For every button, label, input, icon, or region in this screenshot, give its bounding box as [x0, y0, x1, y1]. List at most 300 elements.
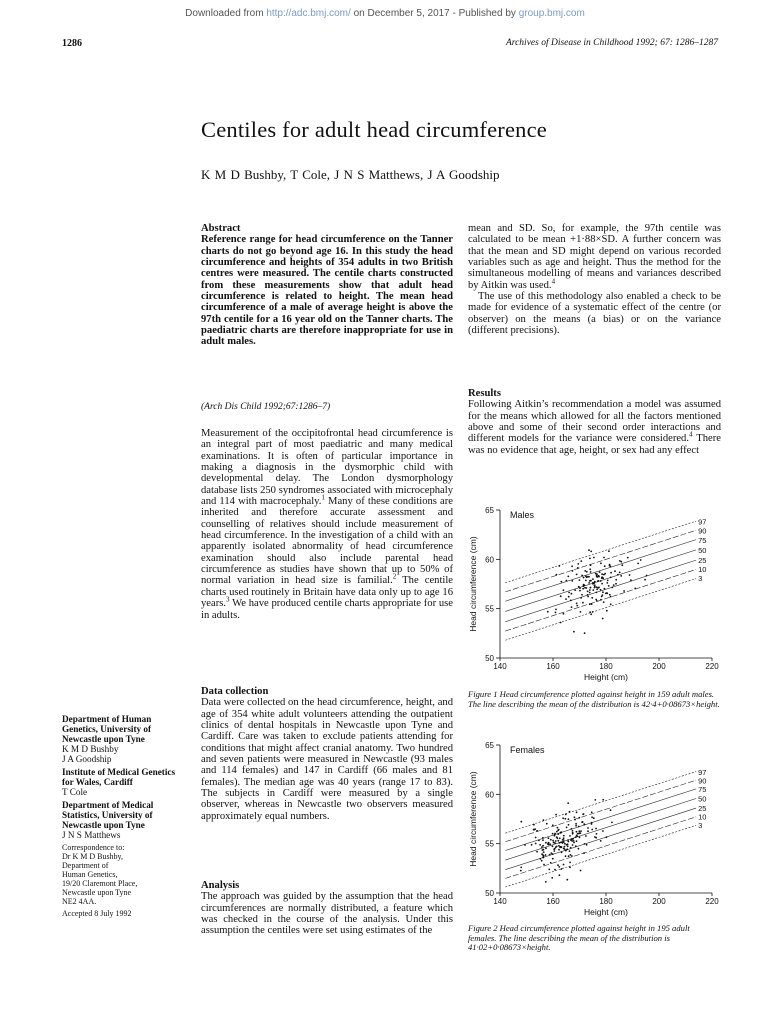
data-point	[606, 592, 608, 594]
data-point	[589, 568, 591, 570]
data-point	[539, 858, 541, 860]
journal-reference: Archives of Disease in Childhood 1992; 67: 1286–1287	[505, 38, 718, 48]
data-point	[610, 596, 612, 598]
data-point	[600, 562, 602, 564]
centile-line-90	[505, 780, 696, 842]
data-point	[621, 564, 623, 566]
data-point	[602, 799, 604, 801]
ref-2[interactable]: 2	[392, 572, 397, 581]
data-point	[580, 870, 582, 872]
data-point	[580, 560, 582, 562]
data-point	[581, 575, 583, 577]
data-point	[582, 821, 584, 823]
data-point	[569, 850, 571, 852]
data-point	[552, 824, 554, 826]
data-point	[584, 843, 586, 845]
data-point	[640, 559, 642, 561]
data-point	[557, 833, 559, 835]
data-point	[613, 584, 615, 586]
data-point	[587, 596, 589, 598]
data-point	[597, 580, 599, 582]
x-tick-label: 160	[546, 897, 560, 906]
accepted-date: Accepted 8 July 1992	[62, 909, 132, 918]
data-point	[602, 618, 604, 620]
affiliation-names-1a: K M D Bushby	[62, 744, 119, 754]
data-collection-section	[201, 686, 453, 822]
data-point	[570, 600, 572, 602]
data-point	[542, 845, 544, 847]
data-point	[556, 846, 558, 848]
data-point	[552, 833, 554, 835]
data-point	[539, 844, 541, 846]
data-point	[586, 587, 588, 589]
data-point	[590, 564, 592, 566]
data-point	[543, 864, 545, 866]
data-point	[601, 583, 603, 585]
data-point	[558, 829, 560, 831]
data-point	[579, 579, 581, 581]
data-point	[583, 852, 585, 854]
data-point	[590, 613, 592, 615]
data-point	[590, 580, 592, 582]
analysis-heading: Analysis	[201, 880, 240, 891]
data-point	[557, 864, 559, 866]
data-point	[637, 563, 639, 565]
data-point	[558, 866, 560, 868]
data-point	[602, 830, 604, 832]
data-point	[552, 840, 554, 842]
data-point	[577, 567, 579, 569]
data-point	[524, 844, 526, 846]
data-point	[619, 560, 621, 562]
data-point	[578, 586, 580, 588]
affiliation-dept-3: Department of Medical Statistics, University of Newcastle upon Tyne	[62, 800, 154, 830]
data-point	[561, 868, 563, 870]
x-tick-label: 220	[705, 662, 719, 671]
centile-line-25	[505, 808, 696, 870]
correspondence-line-3: Department of	[62, 861, 109, 870]
data-point	[594, 584, 596, 586]
correspondence-line-6: Newcastle upon Tyne	[62, 888, 132, 897]
data-point	[569, 811, 571, 813]
centile-label-3: 3	[698, 820, 703, 830]
affiliation-names-3: J N S Matthews	[62, 830, 121, 840]
data-point	[582, 588, 584, 590]
correspondence-line-1: Correspondence to:	[62, 843, 125, 852]
data-point	[520, 867, 522, 869]
data-point	[587, 830, 589, 832]
data-point	[582, 813, 584, 815]
data-point	[584, 632, 586, 634]
y-tick-label: 60	[485, 555, 494, 565]
chart-title: Females	[510, 745, 545, 755]
data-point	[614, 570, 616, 572]
y-axis-label: Head circumference (cm)	[468, 771, 478, 867]
data-point	[571, 565, 573, 567]
y-axis-label: Head circumference (cm)	[468, 536, 478, 632]
chart-title: Males	[510, 510, 535, 520]
data-point	[556, 574, 558, 576]
data-point	[577, 833, 579, 835]
data-point	[571, 580, 573, 582]
data-point	[591, 816, 593, 818]
data-point	[542, 837, 544, 839]
data-point	[606, 582, 608, 584]
intro-text-3: The centile charts used routinely in Britain have data only up to age 16 years.	[201, 575, 453, 610]
data-point	[599, 571, 601, 573]
x-tick-label: 140	[493, 662, 507, 671]
data-point	[576, 603, 578, 605]
data-point	[545, 881, 547, 883]
data-point	[596, 575, 598, 577]
figure-2-caption: Figure 2 Head circumference plotted against height in 195 adult females. The line describing the mean of the distribution is 41·02+0·08673×height.	[468, 923, 690, 953]
data-point	[558, 845, 560, 847]
data-point	[629, 574, 631, 576]
ref-4[interactable]: 4	[551, 277, 556, 286]
centile-label-50: 50	[698, 545, 707, 555]
data-point	[600, 840, 602, 842]
data-point	[571, 838, 573, 840]
data-point	[560, 622, 562, 624]
data-point	[555, 840, 557, 842]
data-point	[590, 571, 592, 573]
download-url-link[interactable]: http://adc.bmj.com/	[266, 8, 351, 19]
data-point	[592, 589, 594, 591]
intro-paragraph	[201, 428, 453, 621]
data-point	[557, 827, 559, 829]
data-point	[548, 844, 550, 846]
data-point	[604, 565, 606, 567]
x-axis-label: Height (cm)	[584, 672, 628, 682]
data-point	[576, 831, 578, 833]
data-point	[593, 817, 595, 819]
page-number: 1286	[62, 38, 82, 49]
data-point	[573, 631, 575, 633]
centile-line-25	[505, 560, 696, 622]
data-point	[583, 585, 585, 587]
data-point	[554, 833, 556, 835]
data-point	[543, 819, 545, 821]
data-point	[564, 818, 566, 820]
data-point	[579, 837, 581, 839]
data-point	[580, 611, 582, 613]
data-point	[573, 842, 575, 844]
data-point	[567, 841, 569, 843]
data-point	[535, 843, 537, 845]
y-tick-label: 55	[485, 839, 494, 849]
data-point	[549, 854, 551, 856]
data-point	[602, 594, 604, 596]
data-point	[575, 823, 577, 825]
data-point	[610, 809, 612, 811]
data-point	[545, 854, 547, 856]
data-point	[580, 830, 582, 832]
data-point	[557, 840, 559, 842]
centile-label-90: 90	[698, 526, 707, 536]
affiliation-names-2: T Cole	[62, 787, 88, 797]
data-point	[606, 836, 608, 838]
centile-label-10: 10	[698, 565, 707, 575]
data-point	[610, 577, 612, 579]
data-point	[541, 853, 543, 855]
data-point	[553, 850, 555, 852]
data-point	[592, 611, 594, 613]
data-point	[576, 835, 578, 837]
data-point	[590, 551, 592, 553]
methods-text-1: mean and SD. So, for example, the 97th centile was calculated to be mean +1·88×SD. A further concern was that the mean and SD might depend on various recorded variables such as age and height. Thus the method for the simultaneous modelling of means and variances described by Aitkin was used.	[468, 223, 721, 291]
data-point	[553, 842, 555, 844]
data-point	[589, 589, 591, 591]
data-point	[575, 845, 577, 847]
data-point	[609, 564, 611, 566]
data-point	[559, 837, 561, 839]
data-point	[596, 833, 598, 835]
intro-text-4: We have produced centile charts appropriate for use in adults.	[201, 598, 453, 621]
data-point	[568, 824, 570, 826]
data-point	[538, 840, 540, 842]
data-point	[581, 594, 583, 596]
data-point	[542, 849, 544, 851]
data-point	[549, 843, 551, 845]
results-heading: Results	[468, 388, 501, 399]
abstract-section	[201, 223, 453, 348]
data-point	[563, 848, 565, 850]
y-tick-label: 55	[485, 604, 494, 614]
data-point	[588, 582, 590, 584]
data-point	[558, 849, 560, 851]
download-banner	[0, 8, 770, 19]
x-tick-label: 140	[493, 897, 507, 906]
data-point	[552, 853, 554, 855]
data-point	[571, 593, 573, 595]
data-point	[568, 596, 570, 598]
data-point	[588, 549, 590, 551]
data-point	[563, 864, 565, 866]
data-point	[594, 836, 596, 838]
data-point	[610, 572, 612, 574]
data-point	[573, 840, 575, 842]
data-point	[596, 592, 598, 594]
data-point	[589, 611, 591, 613]
x-tick-label: 160	[546, 662, 560, 671]
data-point	[644, 579, 646, 581]
data-point	[565, 850, 567, 852]
data-point	[578, 848, 580, 850]
data-point	[565, 598, 567, 600]
data-point	[560, 595, 562, 597]
download-site-link[interactable]: group.bmj.com	[518, 8, 585, 19]
article-authors: K M D Bushby, T Cole, J N S Matthews, J A Goodship	[201, 167, 500, 182]
data-point	[546, 823, 548, 825]
data-point	[565, 855, 567, 857]
data-point	[566, 580, 568, 582]
data-point	[630, 579, 632, 581]
data-point	[593, 557, 595, 559]
data-point	[548, 869, 550, 871]
data-point	[609, 594, 611, 596]
data-point	[607, 580, 609, 582]
data-point	[610, 603, 612, 605]
data-point	[615, 579, 617, 581]
data-point	[564, 846, 566, 848]
data-point	[592, 578, 594, 580]
data-point	[566, 844, 568, 846]
data-point	[580, 597, 582, 599]
y-tick-label: 65	[485, 506, 494, 515]
data-point	[606, 610, 608, 612]
data-point	[571, 828, 573, 830]
centile-label-50: 50	[698, 794, 707, 804]
data-point	[563, 589, 565, 591]
methods-continued	[468, 223, 721, 336]
data-point	[576, 811, 578, 813]
data-point	[610, 566, 612, 568]
data-point	[565, 814, 567, 816]
figure-1-chart	[460, 500, 730, 688]
data-point	[574, 589, 576, 591]
data-point	[557, 837, 559, 839]
data-point	[586, 571, 588, 573]
abstract-heading: Abstract	[201, 223, 241, 234]
centile-label-25: 25	[698, 555, 707, 565]
data-point	[595, 573, 597, 575]
x-tick-label: 220	[705, 897, 719, 906]
centile-line-90	[505, 530, 696, 592]
data-point	[583, 577, 585, 579]
data-point	[560, 846, 562, 848]
data-point	[572, 830, 574, 832]
data-point	[568, 592, 570, 594]
data-point	[555, 612, 557, 614]
data-point	[579, 587, 581, 589]
centile-line-97	[505, 521, 696, 583]
data-point	[601, 573, 603, 575]
data-point	[603, 557, 605, 559]
data-point	[560, 831, 562, 833]
download-middle: on December 5, 2017 - Published by	[350, 8, 519, 19]
data-point	[575, 836, 577, 838]
data-point	[627, 557, 629, 559]
x-tick-label: 180	[599, 897, 613, 906]
data-point	[520, 821, 522, 823]
data-point	[617, 574, 619, 576]
analysis-section	[201, 880, 453, 937]
affiliations-sidebar	[62, 714, 187, 918]
data-point	[595, 828, 597, 830]
data-point	[620, 575, 622, 577]
data-point	[592, 582, 594, 584]
data-point	[568, 855, 570, 857]
data-point	[608, 550, 610, 552]
data-point	[608, 585, 610, 587]
abstract-text: Reference range for head circumference on the Tanner charts do not go beyond age 16. In this study the head circumference and heights of 354 adults in two British centres were measured. The centile charts constructed from these measurements show that adult head circumference is related to height. The mean head circumference of a male of average height is above the 97th centile for a 16 year old on the Tanner charts. The paediatric charts are therefore inappropriate for use in adult males.	[201, 234, 453, 348]
data-point	[584, 824, 586, 826]
affiliation-dept-1: Department of Human Genetics, University of Newcastle upon Tyne	[62, 714, 152, 744]
data-point	[520, 870, 522, 872]
data-point	[603, 601, 605, 603]
data-point	[543, 851, 545, 853]
data-point	[580, 832, 582, 834]
data-point	[563, 837, 565, 839]
data-point	[585, 580, 587, 582]
figure-1-caption: Figure 1 Head circumference plotted against height in 159 adult males. The line describing the mean of the distribution is 42·4+0·08673×height.	[468, 689, 720, 709]
data-point	[567, 845, 569, 847]
y-tick-label: 60	[485, 790, 494, 800]
data-point	[619, 572, 621, 574]
data-point	[591, 811, 593, 813]
affiliation-dept-2: Institute of Medical Genetics for Wales, Cardiff	[62, 767, 176, 787]
data-point	[569, 862, 571, 864]
data-point	[555, 814, 557, 816]
analysis-text: The approach was guided by the assumption that the head circumferences are normally distributed, a feature which was checked in the course of the analysis. Under this assumption the centiles were set using estimates of the	[201, 891, 453, 937]
data-point	[589, 592, 591, 594]
data-point	[552, 845, 554, 847]
data-point	[556, 831, 558, 833]
data-point	[567, 802, 569, 804]
results-text-2: There was no evidence that age, height, or sex had any effect	[468, 433, 721, 456]
correspondence-line-7: NE2 4AA.	[62, 897, 97, 906]
data-point	[578, 817, 580, 819]
data-point	[545, 847, 547, 849]
data-point	[596, 588, 598, 590]
data-point	[536, 830, 538, 832]
data-point	[600, 589, 602, 591]
data-point	[562, 817, 564, 819]
data-point	[569, 835, 571, 837]
data-collection-text: Data were collected on the head circumference, height, and age of 354 white adult volunteers attending the outpatient clinics of dental hospitals in Newcastle upon Tyne and Cardiff. Care was taken to exclude patients attending for conditions that might affect cranial anatomy. Two hundred and seven patients were measured in Newcastle (93 males and 114 females) and 147 in Cardiff (66 males and 81 females). The median age was 40 years (range 17 to 83). The subjects in Cardiff were measured by a single observer, whereas in Newcastle two observers measured approximately equal numbers.	[201, 697, 453, 822]
data-point	[634, 588, 636, 590]
data-point	[554, 835, 556, 837]
data-point	[542, 857, 544, 859]
data-point	[594, 799, 596, 801]
data-point	[603, 574, 605, 576]
data-point	[576, 574, 578, 576]
data-point	[575, 825, 577, 827]
centile-label-97: 97	[698, 768, 707, 778]
data-point	[594, 581, 596, 583]
ref-1[interactable]: 1	[321, 493, 325, 502]
data-point	[594, 587, 596, 589]
download-prefix: Downloaded from	[185, 8, 267, 19]
correspondence-line-5: 19/20 Claremont Place,	[62, 879, 138, 888]
data-point	[570, 854, 572, 856]
data-point	[564, 843, 566, 845]
data-point	[602, 591, 604, 593]
data-point	[577, 563, 579, 565]
data-point	[571, 606, 573, 608]
data-point	[576, 605, 578, 607]
data-point	[572, 570, 574, 572]
data-point	[563, 613, 565, 615]
data-point	[563, 839, 565, 841]
data-point	[591, 829, 593, 831]
data-point	[561, 851, 563, 853]
y-tick-label: 50	[485, 889, 494, 898]
x-axis-label: Height (cm)	[584, 907, 628, 917]
data-point	[566, 827, 568, 829]
data-point	[552, 858, 554, 860]
ref-5[interactable]: 4	[689, 430, 693, 439]
data-point	[591, 597, 593, 599]
data-point	[589, 603, 591, 605]
x-tick-label: 180	[599, 662, 613, 671]
ref-3[interactable]: 3	[226, 595, 230, 604]
x-tick-label: 200	[652, 897, 666, 906]
data-point	[548, 837, 550, 839]
data-point	[533, 829, 535, 831]
results-section	[468, 388, 721, 456]
data-point	[574, 819, 576, 821]
